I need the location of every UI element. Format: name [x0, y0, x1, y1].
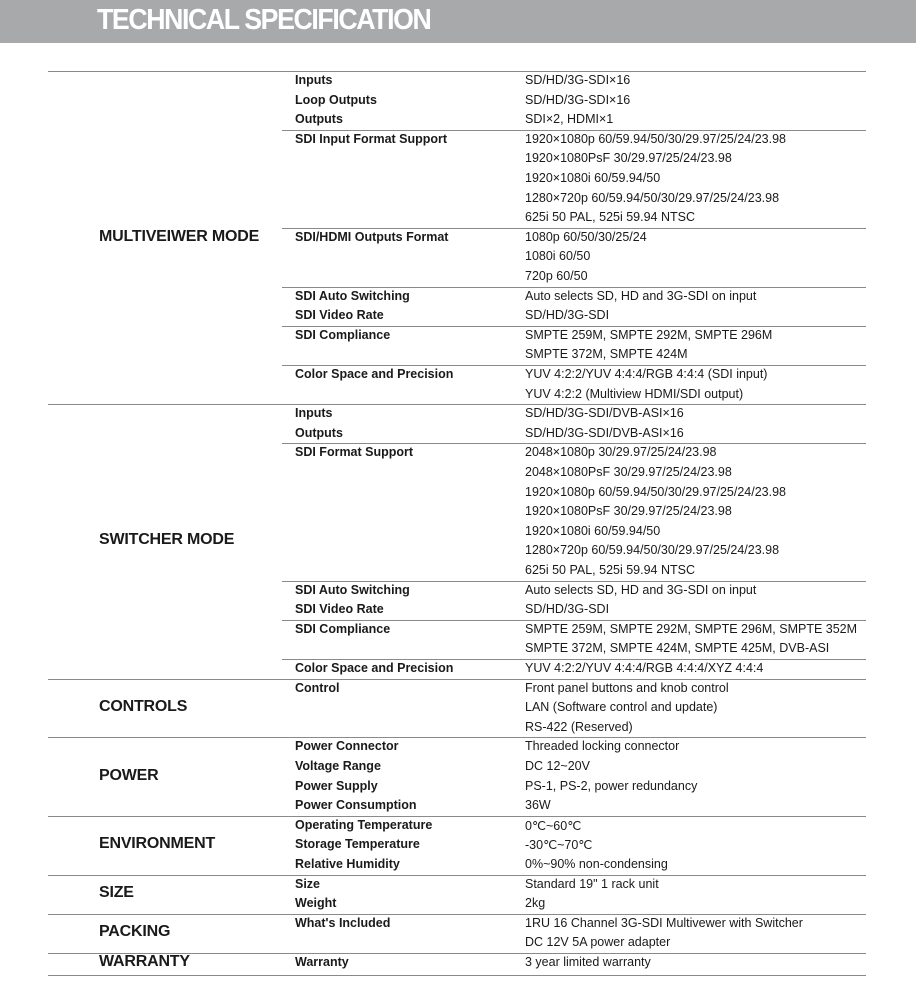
- spec-value: 2048×1080PsF 30/29.97/25/24/23.98: [525, 465, 732, 479]
- spec-label: Loop Outputs: [295, 92, 377, 107]
- spec-value: Front panel buttons and knob control: [525, 680, 729, 695]
- spec-row: [295, 306, 865, 326]
- spec-value: 2048×1080p 30/29.97/25/24/23.98: [525, 445, 717, 460]
- spec-label: Weight: [295, 896, 337, 911]
- spec-value: DC 12V 5A power adapter: [525, 935, 671, 950]
- spec-label: Power Supply: [295, 778, 378, 793]
- spec-value: 1920×1080p 60/59.94/50/30/29.97/25/24/23.98: [525, 131, 787, 146]
- spec-row: [295, 620, 865, 640]
- spec-value: SD/HD/3G-SDI×16: [525, 73, 631, 87]
- spec-label: Color Space and Precision: [295, 367, 454, 381]
- spec-row: [295, 443, 865, 463]
- spec-label: SDI Video Rate: [295, 308, 384, 323]
- spec-value: SD/HD/3G-SDI: [525, 308, 610, 323]
- spec-row: [295, 71, 865, 91]
- spec-label: SDI Input Format Support: [295, 131, 448, 146]
- spec-label: Power Consumption: [295, 798, 417, 813]
- spec-value: YUV 4:2:2 (Multiview HDMI/SDI output): [525, 386, 744, 401]
- spec-row: [295, 757, 865, 777]
- spec-value: YUV 4:2:2/YUV 4:4:4/RGB 4:4:4/XYZ 4:4:4: [525, 661, 764, 675]
- spec-value: SMPTE 372M, SMPTE 424M, SMPTE 425M, DVB-ASI: [525, 641, 830, 656]
- spec-row: [295, 424, 865, 444]
- section-title: ENVIRONMENT: [99, 835, 216, 853]
- spec-row: [295, 796, 865, 816]
- spec-row: [295, 110, 865, 130]
- spec-row: [295, 345, 865, 365]
- spec-value: 3 year limited warranty: [525, 955, 651, 969]
- section-title: CONTROLS: [99, 698, 188, 715]
- spec-value: DC 12~20V: [525, 759, 590, 773]
- spec-value: 1280×720p 60/59.94/50/30/29.97/25/24/23.98: [525, 543, 780, 558]
- spec-label: Voltage Range: [295, 759, 381, 773]
- spec-value: PS-1, PS-2, power redundancy: [525, 778, 698, 793]
- spec-label: SDI/HDMI Outputs Format: [295, 229, 449, 244]
- spec-value: Threaded locking connector: [525, 739, 680, 754]
- spec-row: [295, 463, 865, 483]
- spec-row: [295, 267, 865, 287]
- spec-value: SD/HD/3G-SDI/DVB-ASI×16: [525, 425, 684, 440]
- spec-row: [295, 914, 865, 934]
- spec-row: [295, 189, 865, 209]
- section-title: PACKING: [99, 923, 171, 941]
- spec-value: 1920×1080PsF 30/29.97/25/24/23.98: [525, 504, 732, 519]
- spec-label: SDI Auto Switching: [295, 582, 410, 597]
- spec-label: SDI Compliance: [295, 621, 391, 636]
- spec-value: SD/HD/3G-SDI×16: [525, 92, 631, 107]
- spec-row: [295, 953, 865, 973]
- spec-label: Power Connector: [295, 739, 399, 754]
- spec-row: [295, 679, 865, 699]
- spec-label: Inputs: [295, 73, 333, 87]
- spec-value: SMPTE 372M, SMPTE 424M: [525, 347, 688, 362]
- spec-value: 1080p 60/50/30/25/24: [525, 229, 647, 244]
- spec-row: [295, 404, 865, 424]
- spec-row: [295, 855, 865, 875]
- spec-row: [295, 541, 865, 561]
- spec-row: [295, 737, 865, 757]
- spec-row: [295, 365, 865, 385]
- spec-value: 2kg: [525, 896, 546, 911]
- section-title: MULTIVEIWER MODE: [99, 227, 260, 245]
- spec-label: Relative Humidity: [295, 857, 400, 871]
- spec-row: [295, 247, 865, 267]
- spec-value: Auto selects SD, HD and 3G-SDI on input: [525, 582, 757, 597]
- spec-row: [295, 130, 865, 150]
- spec-value: 0℃~60℃: [525, 818, 582, 833]
- spec-row: [295, 483, 865, 503]
- spec-label: SDI Compliance: [295, 327, 391, 342]
- spec-row: [295, 502, 865, 522]
- spec-value: SMPTE 259M, SMPTE 292M, SMPTE 296M, SMPTE 352M: [525, 621, 858, 636]
- spec-row: [295, 561, 865, 581]
- spec-label: Color Space and Precision: [295, 661, 454, 675]
- spec-value: 1RU 16 Channel 3G-SDI Multivewer with Switcher: [525, 915, 803, 930]
- spec-label: SDI Video Rate: [295, 602, 384, 617]
- spec-row: [295, 816, 865, 836]
- spec-label: Outputs: [295, 425, 343, 440]
- spec-row: [295, 326, 865, 346]
- spec-label: SDI Format Support: [295, 445, 414, 460]
- spec-value: RS-422 (Reserved): [525, 719, 633, 734]
- spec-label: What's Included: [295, 915, 391, 930]
- spec-value: 625i 50 PAL, 525i 59.94 NTSC: [525, 210, 696, 225]
- section-title: WARRANTY: [99, 952, 190, 970]
- spec-label: Control: [295, 680, 340, 695]
- spec-row: [295, 933, 865, 953]
- spec-value: 1920×1080i 60/59.94/50: [525, 523, 661, 538]
- section-title: POWER: [99, 766, 159, 784]
- spec-row: [295, 208, 865, 228]
- spec-label: Size: [295, 876, 321, 891]
- spec-value: SD/HD/3G-SDI: [525, 602, 610, 617]
- spec-value: 1920×1080PsF 30/29.97/25/24/23.98: [525, 151, 732, 166]
- table-bottom-line: [48, 975, 866, 976]
- spec-row: [295, 91, 865, 111]
- spec-value: Auto selects SD, HD and 3G-SDI on input: [525, 288, 757, 303]
- spec-row: [295, 659, 865, 679]
- spec-row: [295, 581, 865, 601]
- spec-row: [295, 894, 865, 914]
- spec-value: 1920×1080p 60/59.94/50/30/29.97/25/24/23.98: [525, 484, 787, 499]
- spec-row: [295, 835, 865, 855]
- spec-value: 625i 50 PAL, 525i 59.94 NTSC: [525, 563, 696, 577]
- spec-label: Outputs: [295, 112, 343, 127]
- spec-row: [295, 385, 865, 405]
- spec-value: 36W: [525, 798, 551, 813]
- spec-row: [295, 718, 865, 738]
- spec-value: 1080i 60/50: [525, 249, 591, 264]
- spec-label: Warranty: [295, 955, 349, 969]
- spec-value: YUV 4:2:2/YUV 4:4:4/RGB 4:4:4 (SDI input): [525, 367, 768, 381]
- spec-value: LAN (Software control and update): [525, 700, 718, 715]
- spec-value: SMPTE 259M, SMPTE 292M, SMPTE 296M: [525, 327, 773, 342]
- spec-label: Storage Temperature: [295, 837, 420, 852]
- spec-value: 0%~90% non-condensing: [525, 857, 668, 871]
- section-title: SWITCHER MODE: [99, 531, 235, 549]
- spec-row: [295, 639, 865, 659]
- spec-value: SD/HD/3G-SDI/DVB-ASI×16: [525, 406, 684, 421]
- spec-label: SDI Auto Switching: [295, 288, 410, 303]
- spec-row: [295, 875, 865, 895]
- spec-label: Inputs: [295, 406, 333, 421]
- spec-row: [295, 698, 865, 718]
- section-title: SIZE: [99, 884, 134, 902]
- spec-value: 1920×1080i 60/59.94/50: [525, 171, 661, 185]
- spec-value: SDI×2, HDMI×1: [525, 112, 614, 127]
- page-title: TECHNICAL SPECIFICATION: [97, 4, 431, 36]
- spec-row: [295, 600, 865, 620]
- spec-value: Standard 19" 1 rack unit: [525, 876, 659, 891]
- spec-row: [295, 169, 865, 189]
- spec-label: Operating Temperature: [295, 817, 433, 832]
- spec-row: [295, 777, 865, 797]
- spec-row: [295, 228, 865, 248]
- spec-row: [295, 149, 865, 169]
- spec-row: [295, 287, 865, 307]
- spec-value: -30℃~70℃: [525, 838, 593, 853]
- spec-value: 1280×720p 60/59.94/50/30/29.97/25/24/23.98: [525, 190, 780, 205]
- spec-row: [295, 522, 865, 542]
- spec-value: 720p 60/50: [525, 269, 588, 283]
